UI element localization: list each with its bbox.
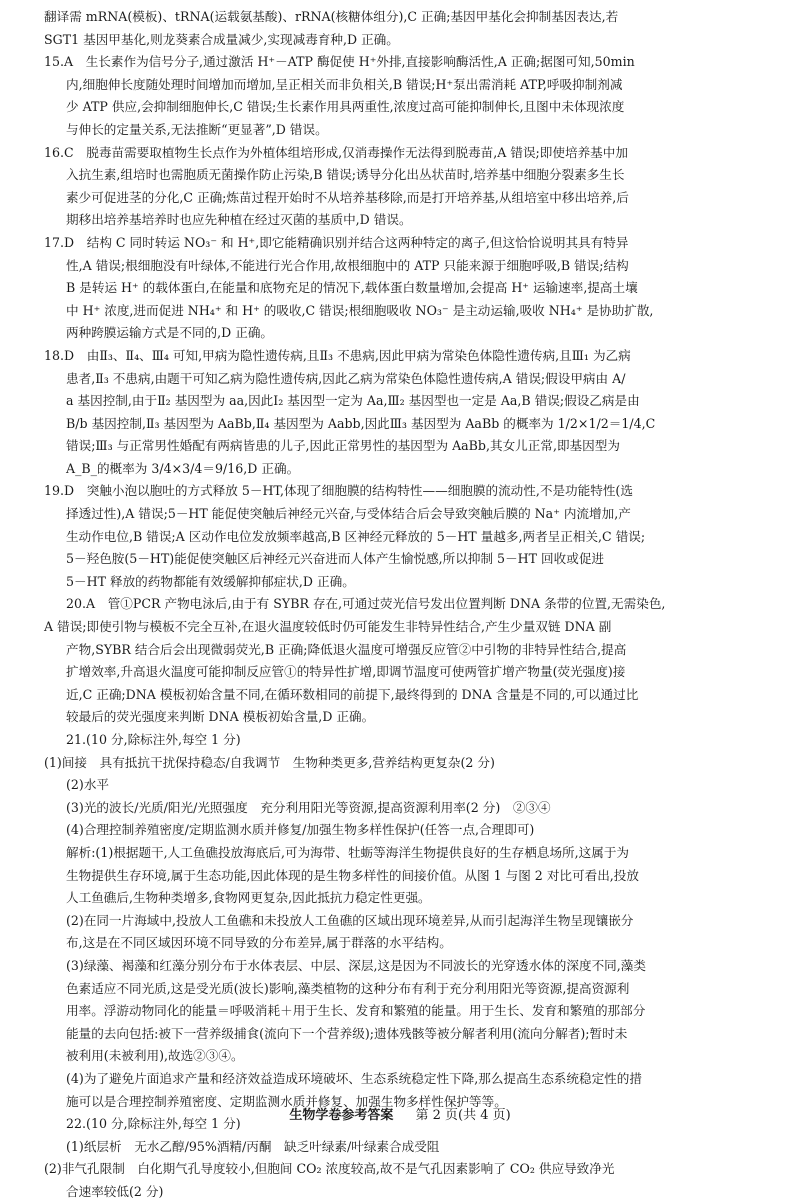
text-line: 施可以是合理控制养殖密度、定期监测水质并修复、加强生物多样性保护等等。 — [66, 1093, 507, 1109]
text-line: 19.D 突触小泡以胞吐的方式释放 5－HT,体现了细胞膜的结构特性——细胞膜的流动性,不是功能特性(选 — [44, 483, 633, 499]
text-line: B 是转运 H⁺ 的载体蛋白,在能量和底物充足的情况下,载体蛋白数量增加,会提高 H⁺ 运输速率,提高土壤 — [66, 280, 638, 296]
text-line: A_B_的概率为 3/4×3/4＝9/16,D 正确。 — [66, 460, 300, 476]
text-line: 20.A 管①PCR 产物电泳后,由于有 SYBR 存在,可通过荧光信号发出位置判断 DNA 条带的位置,无需染色, — [66, 596, 666, 612]
text-line: 翻译需 mRNA(模板)、tRNA(运载氨基酸)、rRNA(核糖体组分),C 正确;基因甲基化会抑制基因表达,若 — [44, 9, 619, 24]
text-line: 能量的去向包括:被下一营养级捕食(流向下一个营养级);遗体残骸等被分解者利用(流向分解者);暂时未 — [66, 1025, 628, 1041]
text-line: B/b 基因控制,Ⅱ₃ 基因型为 AaBb,Ⅱ₄ 基因型为 Aabb,因此Ⅲ₃ 基因型为 AaBb 的概率为 1/2×1/2＝1/4,C — [66, 415, 656, 431]
text-line: 中 H⁺ 浓度,进而促进 NH₄⁺ 和 H⁺ 的吸收,C 错误;根细胞吸收 NO₃⁻ 是主动运输,吸收 NH₄⁺ 是协助扩散, — [66, 302, 654, 318]
text-line: 择透过性),A 错误;5－HT 能促使突触后神经元兴奋,与受体结合后会导致突触后膜的 Na⁺ 内流增加,产 — [66, 506, 631, 522]
text-line: (3)光的波长/光质/阳光/光照强度 充分利用阳光等资源,提高资源利用率(2 分) ②③④ — [66, 799, 551, 815]
text-line: A 错误;即使引物与模板不完全互补,在退火温度较低时仍可能发生非特异性结合,产生少量双链 DNA 副 — [44, 619, 612, 635]
footer-title: 生物学卷参考答案 — [289, 1108, 394, 1123]
text-line: a 基因控制,由于Ⅱ₂ 基因型为 aa,因此Ⅰ₂ 基因型一定为 Aa,Ⅲ₂ 基因型也一定是 Aa,B 错误;假设乙病是由 — [66, 393, 640, 409]
text-line: (2)水平 — [66, 777, 110, 793]
text-line: 内,细胞伸长度随处理时间增加而增加,呈正相关而非负相关,B 错误;H⁺泵出需消耗 ATP,呼吸抑制剂减 — [66, 76, 623, 92]
text-line: (3)绿藻、褐藻和红藻分别分布于水体表层、中层、深层,这是因为不同波长的光穿透水体的深度不同,藻类 — [66, 957, 646, 973]
text-line: 人工鱼礁后,生物种类增多,食物网更复杂,因此抵抗力稳定性更强。 — [66, 890, 431, 906]
text-line: 5－HT 释放的药物都能有效缓解抑郁症状,D 正确。 — [66, 573, 355, 589]
text-line: 两种跨膜运输方式是不同的,D 正确。 — [66, 325, 274, 341]
text-line: 17.D 结构 C 同时转运 NO₃⁻ 和 H⁺,即它能精确识别并结合这两种特定的离子,但这恰恰说明其具有特异 — [44, 234, 629, 250]
footer-page-number: 第 2 页(共 4 页) — [415, 1108, 511, 1123]
text-line: 22.(10 分,除标注外,每空 1 分) — [66, 1116, 241, 1132]
text-line: 布,这是在不同区域因环境不同导致的分布差异,属于群落的水平结构。 — [66, 935, 452, 951]
text-line: (4)合理控制养殖密度/定期监测水质并修复/加强生物多样性保护(任答一点,合理即可) — [66, 822, 535, 838]
text-line: SGT1 基因甲基化,则龙葵素合成量减少,实现减毒育种,D 正确。 — [44, 31, 399, 47]
text-line: 色素适应不同光质,这是受光质(波长)影响,藻类植物的这种分布有利于充分利用阳光等资源,提高资源利 — [66, 980, 630, 996]
answer-text-block — [44, 6, 770, 1203]
text-line: (4)为了避免片面追求产量和经济效益造成环境破坏、生态系统稳定性下降,那么提高生态系统稳定性的措 — [66, 1070, 642, 1086]
answer-page — [44, 6, 770, 1203]
text-line: 患者,Ⅱ₃ 不患病,由题干可知乙病为隐性遗传病,因此乙病为常染色体隐性遗传病,A 错误;假设甲病由 A/ — [66, 370, 626, 386]
text-line: 近,C 正确;DNA 模板初始含量不同,在循环数相同的前提下,最终得到的 DNA 含量是不同的,可以通过比 — [66, 686, 639, 702]
text-line: 5－羟色胺(5－HT)能促使突触区后神经元兴奋进而人体产生愉悦感,所以抑制 5－HT 回收或促进 — [66, 551, 605, 567]
text-line: 扩增效率,升高退火温度可能抑制反应管①的特异性扩增,即调节温度可使两管扩增产物量(荧光强度)接 — [66, 664, 626, 680]
text-line: (2)在同一片海域中,投放人工鱼礁和未投放人工鱼礁的区域出现环境差异,从而引起海洋生物呈现镶嵌分 — [66, 912, 634, 928]
text-line: 产物,SYBR 结合后会出现微弱荧光,B 正确;降低退火温度可增强反应管②中引物的非特异性结合,提高 — [66, 641, 627, 657]
text-line: 较最后的荧光强度来判断 DNA 模板初始含量,D 正确。 — [66, 709, 375, 725]
text-line: (2)非气孔限制 白化期气孔导度较小,但胞间 CO₂ 浓度较高,故不是气孔因素影响了 CO₂ 供应导致净光 — [44, 1161, 615, 1177]
text-line: 素少可促进茎的分化,C 正确;炼苗过程开始时不从培养基移除,而是打开培养基,从组培室中移出培养,后 — [66, 189, 629, 205]
text-line: 期移出培养基培养时也应先种植在经过灭菌的基质中,D 错误。 — [66, 212, 412, 228]
text-line: 21.(10 分,除标注外,每空 1 分) — [66, 732, 241, 747]
text-line: 错误;Ⅲ₃ 与正常男性婚配有两病皆患的儿子,因此正常男性的基因型为 AaBb,其女儿正常,即基因型为 — [66, 438, 620, 454]
text-line: 用率。浮游动物同化的能量＝呼吸消耗＋用于生长、发育和繁殖的能量。用于生长、发育和繁殖的那部分 — [66, 1003, 646, 1019]
text-line: 少 ATP 供应,会抑制细胞伸长,C 错误;生长素作用具两重性,浓度过高可能抑制伸长,且图中未体现浓度 — [66, 99, 625, 115]
text-line: (1)间接 具有抵抗干扰保持稳态/自我调节 生物种类更多,营养结构更复杂(2 分) — [44, 754, 495, 770]
text-line: 合速率较低(2 分) — [66, 1183, 164, 1199]
text-line: 15.A 生长素作为信号分子,通过激活 H⁺－ATP 酶促使 H⁺外排,直接影响酶活性,A 正确;据图可知,50min — [44, 54, 635, 70]
text-line: 生物提供生存环境,属于生态功能,因此体现的是生物多样性的间接价值。从图 1 与图 2 对比可看出,投放 — [66, 867, 639, 883]
text-line: 16.C 脱毒苗需要取植物生长点作为外植体组培形成,仅消毒操作无法得到脱毒苗,A 错误;即使培养基中加 — [44, 144, 628, 160]
text-line: 性,A 错误;根细胞没有叶绿体,不能进行光合作用,故根细胞中的 ATP 只能来源于细胞呼吸,B 错误;结构 — [66, 257, 629, 273]
text-line: 解析:(1)根据题干,人工鱼礁投放海底后,可为海带、牡蛎等海洋生物提供良好的生存栖息场所,这属于为 — [66, 844, 630, 860]
page-footer — [0, 1104, 800, 1123]
text-line: 与伸长的定量关系,无法推断“更显著”,D 错误。 — [66, 121, 328, 137]
text-line: 入抗生素,组培时也需胞质无菌操作防止污染,B 错误;诱导分化出丛状苗时,培养基中细胞分裂素多生长 — [66, 167, 625, 183]
text-line: 被利用(未被利用),故选②③④。 — [66, 1048, 244, 1064]
text-line: (1)纸层析 无水乙醇/95%酒精/丙酮 缺乏叶绿素/叶绿素合成受阻 — [66, 1138, 440, 1154]
text-line: 18.D 由Ⅱ₃、Ⅱ₄、Ⅲ₄ 可知,甲病为隐性遗传病,且Ⅱ₃ 不患病,因此甲病为常染色体隐性遗传病,且Ⅲ₁ 为乙病 — [44, 347, 631, 363]
text-line: 生动作电位,B 错误;A 区动作电位发放频率越高,B 区神经元释放的 5－HT 量越多,两者呈正相关,C 错误; — [66, 528, 646, 544]
